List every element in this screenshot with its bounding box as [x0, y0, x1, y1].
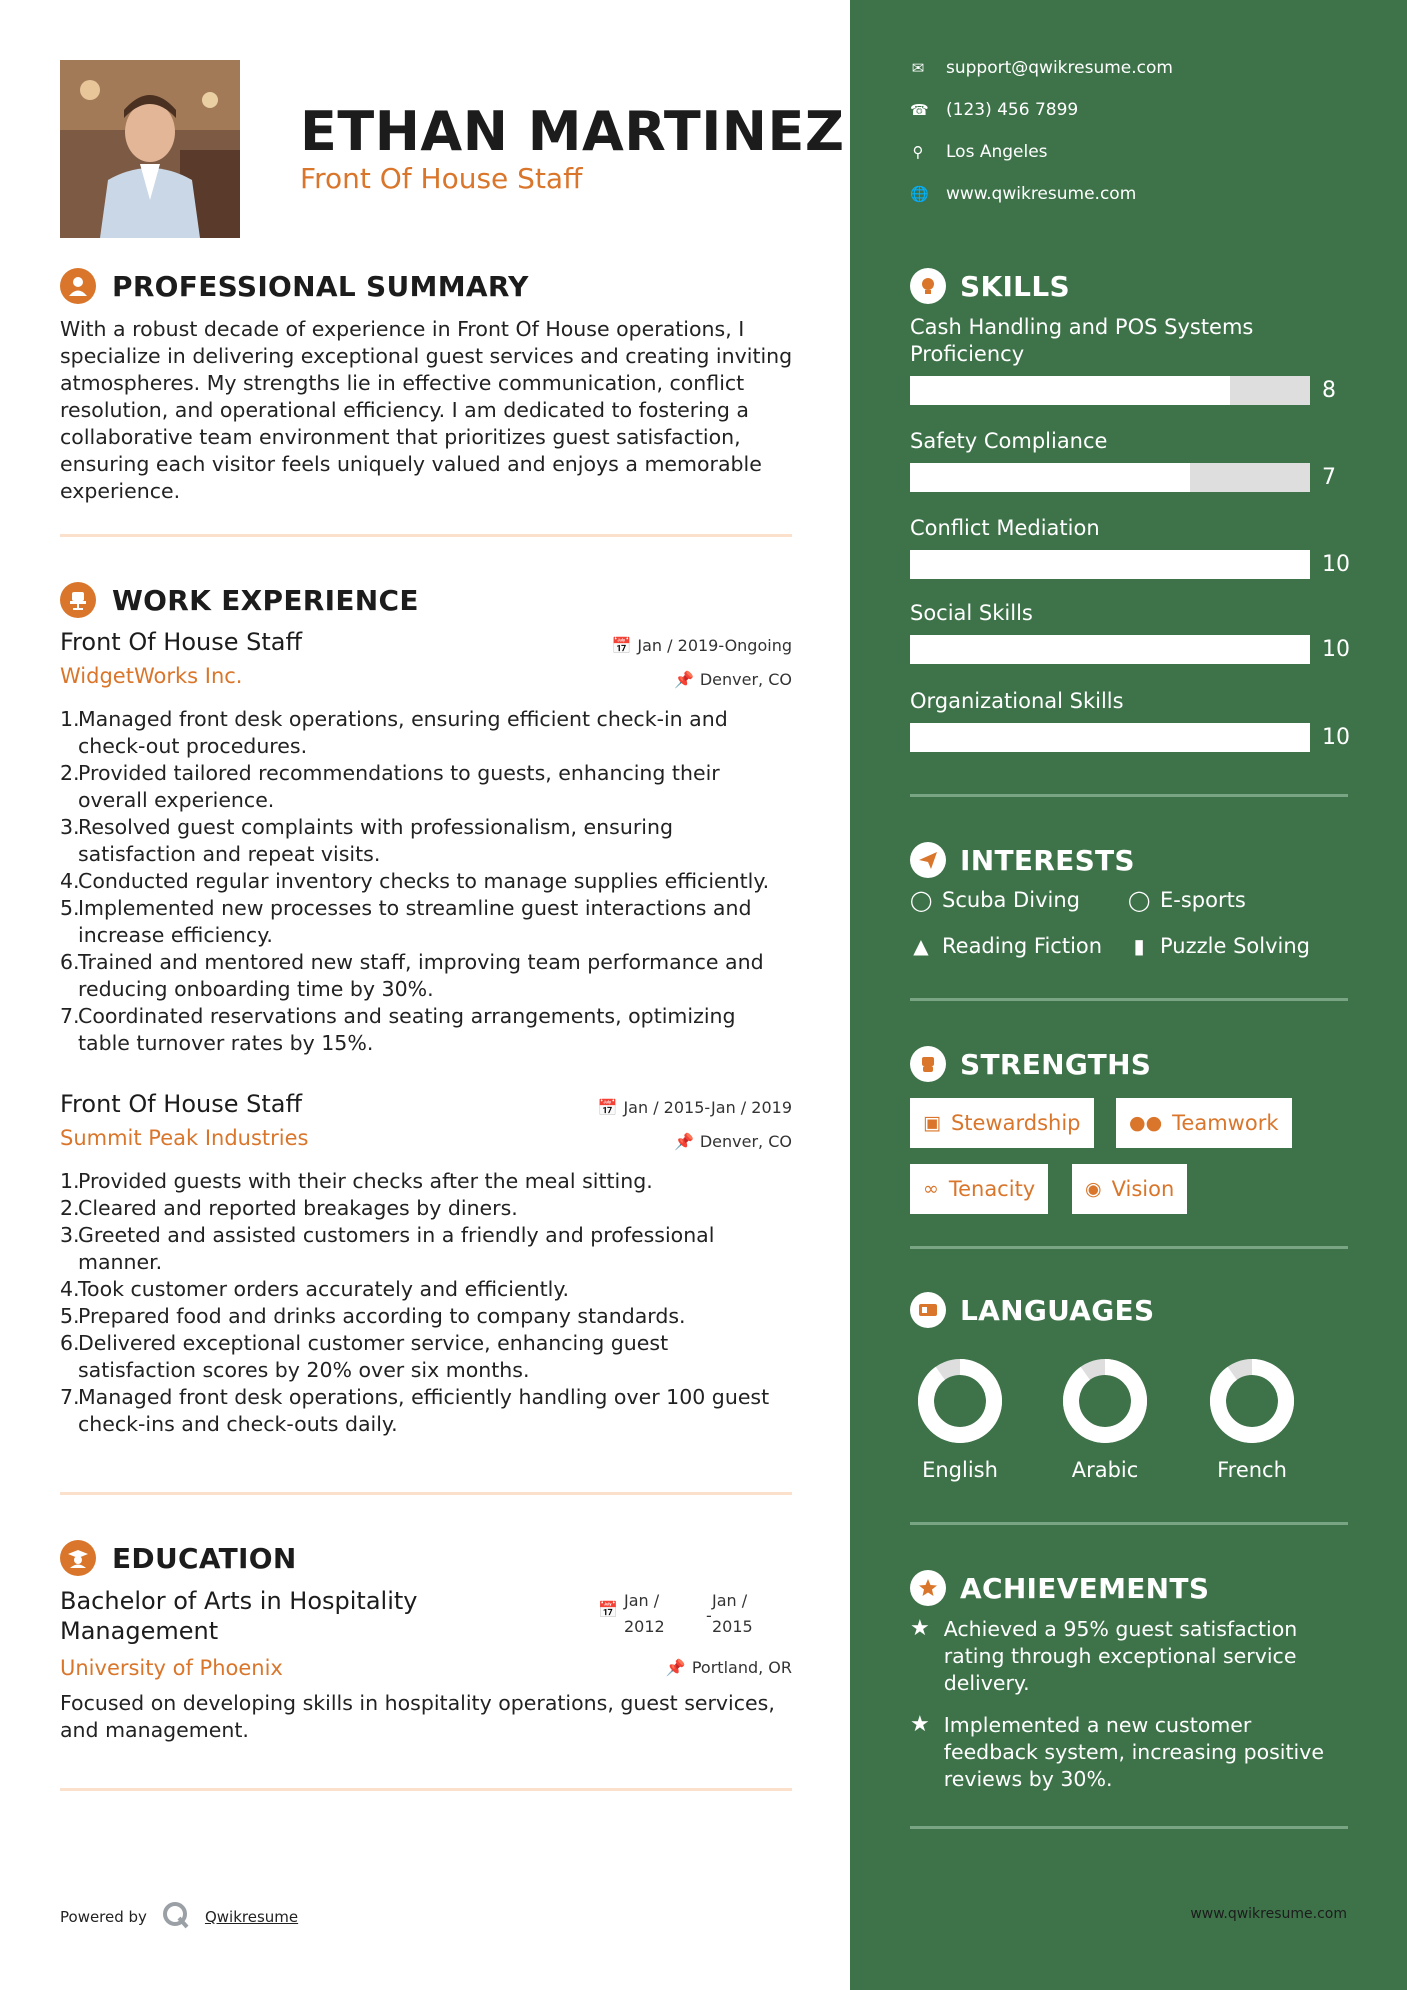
skill-value: 10: [1322, 725, 1350, 750]
interest-label: Reading Fiction: [942, 934, 1103, 958]
contact-website: [910, 184, 1136, 204]
skill-value: 10: [1322, 552, 1350, 577]
skill-bar-fill: [910, 463, 1190, 492]
skill-name: Social Skills: [910, 601, 1033, 625]
skill-bar-fill: [910, 550, 1310, 579]
achievement-item: [910, 1712, 1350, 1793]
footer-powered: [60, 1900, 298, 1934]
end-year: 2015: [712, 1617, 753, 1636]
contact-email: [910, 58, 1173, 78]
language-item: [1045, 1356, 1165, 1482]
interest-item: [1128, 934, 1310, 958]
job-entry: [60, 628, 792, 1057]
language-item: [1192, 1356, 1312, 1482]
strength-badge: [910, 1098, 1094, 1148]
divider: [60, 534, 792, 537]
summary-title: PROFESSIONAL SUMMARY: [112, 269, 529, 303]
skill-item: [910, 314, 1350, 405]
list-item: 6. Trained and mentored new staff, improving team performance and reducing onboarding time by 30%.: [60, 950, 764, 1001]
translate-icon: [910, 1292, 946, 1328]
divider: [60, 1492, 792, 1495]
skill-name: Conflict Mediation: [910, 516, 1100, 540]
summary-text: With a robust decade of experience in Front Of House operations, I specialize in delivering exceptional guest services and creating inviting atmospheres. My strengths lie in effective communication, conflict resolution, and operational efficiency. I am dedicated to fostering a collaborative team environment that prioritizes guest satisfaction, ensuring each visitor feels uniquely valued and enjoys a memorable experience.: [60, 317, 793, 503]
list-item: 3. Greeted and assisted customers in a friendly and professional manner.: [60, 1223, 715, 1274]
job-title: Front Of House Staff: [60, 628, 303, 656]
end-month: Jan /: [712, 1591, 748, 1610]
skill-name: Organizational Skills: [910, 689, 1124, 713]
language-donut: [1207, 1356, 1297, 1446]
divider: [910, 794, 1348, 797]
list-item: 4. Took customer orders accurately and efficiently.: [60, 1277, 570, 1301]
experience-title: WORK EXPERIENCE: [112, 583, 419, 617]
graduate-icon: [60, 1540, 96, 1576]
language-item: [900, 1356, 1020, 1482]
fist-icon: [910, 1046, 946, 1082]
experience-header: [60, 582, 419, 618]
education-title: EDUCATION: [112, 1541, 297, 1575]
interests-header: [910, 842, 1135, 878]
interest-label: Scuba Diving: [942, 888, 1080, 912]
book-icon: ▮: [1133, 934, 1145, 958]
pin-icon: 📌: [665, 1658, 686, 1677]
lifebuoy-icon: ◯: [910, 888, 933, 912]
summary-header: [60, 268, 529, 304]
lifebuoy-icon: ◯: [1128, 888, 1151, 912]
link-icon: ∞: [923, 1178, 939, 1200]
list-item: 6. Delivered exceptional customer service, enhancing guest satisfaction scores by 20% over six months.: [60, 1331, 669, 1382]
divider: [910, 1522, 1348, 1525]
languages-header: [910, 1292, 1154, 1328]
sidebar: [850, 0, 1407, 1990]
skill-bar: [910, 723, 1350, 752]
skill-name: Safety Compliance: [910, 429, 1108, 453]
star-badge-icon: [910, 1570, 946, 1606]
list-item: 7. Coordinated reservations and seating arrangements, optimizing table turnover rates by 15%.: [60, 1004, 736, 1055]
interest-item: [910, 934, 1102, 958]
list-item: 5. Implemented new processes to streamline guest interactions and increase efficiency.: [60, 896, 752, 947]
skill-bar-fill: [910, 635, 1310, 664]
lightbulb-icon: [910, 268, 946, 304]
skills-title: SKILLS: [960, 269, 1070, 303]
calendar-icon: 📅: [611, 636, 632, 655]
start-month: Jan /: [624, 1591, 660, 1610]
divider: [910, 1246, 1348, 1249]
achievement-text: Achieved a 95% guest satisfaction rating through exceptional service delivery.: [943, 1617, 1298, 1695]
footer-site[interactable]: www.qwikresume.com: [1190, 1906, 1347, 1922]
achievements-header: [910, 1570, 1209, 1606]
calendar-icon: 📅: [598, 1600, 618, 1619]
email-text[interactable]: support@qwikresume.com: [946, 58, 1173, 78]
list-item: 1. Provided guests with their checks after the meal sitting.: [60, 1169, 653, 1193]
language-donut: [1060, 1356, 1150, 1446]
skill-bar-fill: [910, 376, 1230, 405]
location-text: Los Angeles: [946, 142, 1048, 162]
calendar-icon: 📅: [597, 1098, 618, 1117]
date-separator: -: [706, 1606, 712, 1625]
education-location-text: Portland, OR: [691, 1658, 792, 1677]
contact-location: [910, 142, 1048, 162]
job-bullets: [60, 706, 792, 1057]
briefcase-icon: ▣: [923, 1112, 941, 1134]
profile-photo: [60, 60, 240, 238]
job-location: [674, 1132, 792, 1151]
interest-label: E-sports: [1160, 888, 1246, 912]
job-dates: [598, 1098, 792, 1117]
education-end: [712, 1588, 753, 1640]
skill-item: [910, 600, 1350, 664]
skill-bar-fill: [910, 723, 1310, 752]
job-title: Front Of House Staff: [60, 1090, 303, 1118]
interest-item: [1128, 888, 1246, 912]
job-location-text: Denver, CO: [699, 1132, 792, 1151]
languages-title: LANGUAGES: [960, 1293, 1155, 1327]
pin-icon: 📌: [673, 1132, 694, 1151]
paper-plane-icon: [910, 842, 946, 878]
candidate-role: Front Of House Staff: [300, 162, 583, 195]
skill-bar: [910, 550, 1350, 579]
skill-item: [910, 688, 1350, 752]
strength-label: Stewardship: [950, 1111, 1081, 1135]
start-year: 2012: [624, 1617, 665, 1636]
pin-icon: 📌: [673, 670, 694, 689]
job-dates-text: Jan / 2015-Jan / 2019: [623, 1098, 792, 1117]
skills-header: [910, 268, 1070, 304]
list-item: 2. Cleared and reported breakages by diners.: [60, 1196, 518, 1220]
skill-value: 8: [1322, 378, 1336, 403]
divider: [910, 1826, 1348, 1829]
degree-title: Bachelor of Arts in Hospitality Management: [60, 1587, 418, 1645]
chair-icon: [60, 582, 96, 618]
language-name: French: [1217, 1458, 1287, 1482]
achievement-item: [910, 1616, 1350, 1697]
skill-bar: [910, 635, 1350, 664]
website-text[interactable]: www.qwikresume.com: [946, 184, 1137, 204]
education-location: [666, 1658, 792, 1677]
strengths-header: [910, 1046, 1151, 1082]
job-dates: [611, 636, 792, 655]
map-pin-icon: ⚲: [912, 143, 924, 161]
skill-bar: [910, 463, 1336, 492]
list-item: 3. Resolved guest complaints with professionalism, ensuring satisfaction and repeat visits.: [60, 815, 673, 866]
qwikresume-logo-icon: [161, 1900, 191, 1934]
qwikresume-link[interactable]: Qwikresume: [204, 1908, 299, 1926]
skill-bar: [910, 376, 1336, 405]
phone-icon: ☎: [910, 101, 929, 119]
education-header: [60, 1540, 297, 1576]
education-start: [624, 1588, 665, 1640]
users-icon: ●●: [1129, 1112, 1163, 1134]
job-entry: [60, 1090, 792, 1438]
divider: [60, 1788, 792, 1791]
gamepad-icon: ▲: [913, 934, 929, 958]
job-location-text: Denver, CO: [699, 670, 792, 689]
powered-by-text: Powered by: [60, 1908, 147, 1926]
job-location: [674, 670, 792, 689]
education-description: Focused on developing skills in hospitality operations, guest services, and management.: [60, 1691, 775, 1742]
skill-value: 7: [1322, 465, 1336, 490]
achievement-text: Implemented a new customer feedback system, increasing positive reviews by 30%.: [943, 1713, 1324, 1791]
envelope-icon: ✉: [911, 59, 925, 77]
strength-badge: [1072, 1164, 1187, 1214]
star-icon: ★: [910, 1616, 930, 1641]
language-donut: [915, 1356, 1005, 1446]
candidate-name: ETHAN MARTINEZ: [300, 100, 845, 163]
job-dates-text: Jan / 2019-Ongoing: [637, 636, 792, 655]
phone-text: (123) 456 7899: [946, 100, 1079, 120]
skill-item: [910, 515, 1350, 579]
job-bullets: [60, 1168, 792, 1438]
strength-label: Teamwork: [1172, 1111, 1279, 1135]
strength-label: Vision: [1111, 1177, 1175, 1201]
list-item: 7. Managed front desk operations, efficiently handling over 100 guest check-ins and check-outs daily.: [60, 1385, 770, 1436]
list-item: 4. Conducted regular inventory checks to manage supplies efficiently.: [60, 869, 770, 893]
strength-badge: [910, 1164, 1048, 1214]
job-company: Summit Peak Industries: [60, 1126, 309, 1150]
list-item: 5. Prepared food and drinks according to company standards.: [60, 1304, 686, 1328]
binoculars-icon: ◉: [1085, 1178, 1102, 1200]
skill-value: 10: [1322, 637, 1350, 662]
interests-title: INTERESTS: [960, 843, 1135, 877]
strength-badge: [1116, 1098, 1292, 1148]
skill-name: Cash Handling and POS Systems Proficiency: [910, 315, 1254, 366]
list-item: 1. Managed front desk operations, ensuring efficient check-in and check-out procedures.: [60, 707, 728, 758]
contact-phone: [910, 100, 1078, 120]
globe-icon: 🌐: [910, 185, 929, 203]
star-icon: ★: [910, 1712, 930, 1737]
strengths-title: STRENGTHS: [960, 1047, 1152, 1081]
language-name: English: [922, 1458, 998, 1482]
strength-label: Tenacity: [948, 1177, 1036, 1201]
user-icon: [60, 268, 96, 304]
language-name: Arabic: [1071, 1458, 1139, 1482]
achievements-title: ACHIEVEMENTS: [960, 1571, 1210, 1605]
interest-label: Puzzle Solving: [1160, 934, 1310, 958]
list-item: 2. Provided tailored recommendations to guests, enhancing their overall experience.: [60, 761, 720, 812]
school-name: University of Phoenix: [60, 1656, 283, 1680]
divider: [910, 998, 1348, 1001]
interest-item: [910, 888, 1080, 912]
skill-item: [910, 428, 1350, 492]
job-company: WidgetWorks Inc.: [60, 664, 243, 688]
